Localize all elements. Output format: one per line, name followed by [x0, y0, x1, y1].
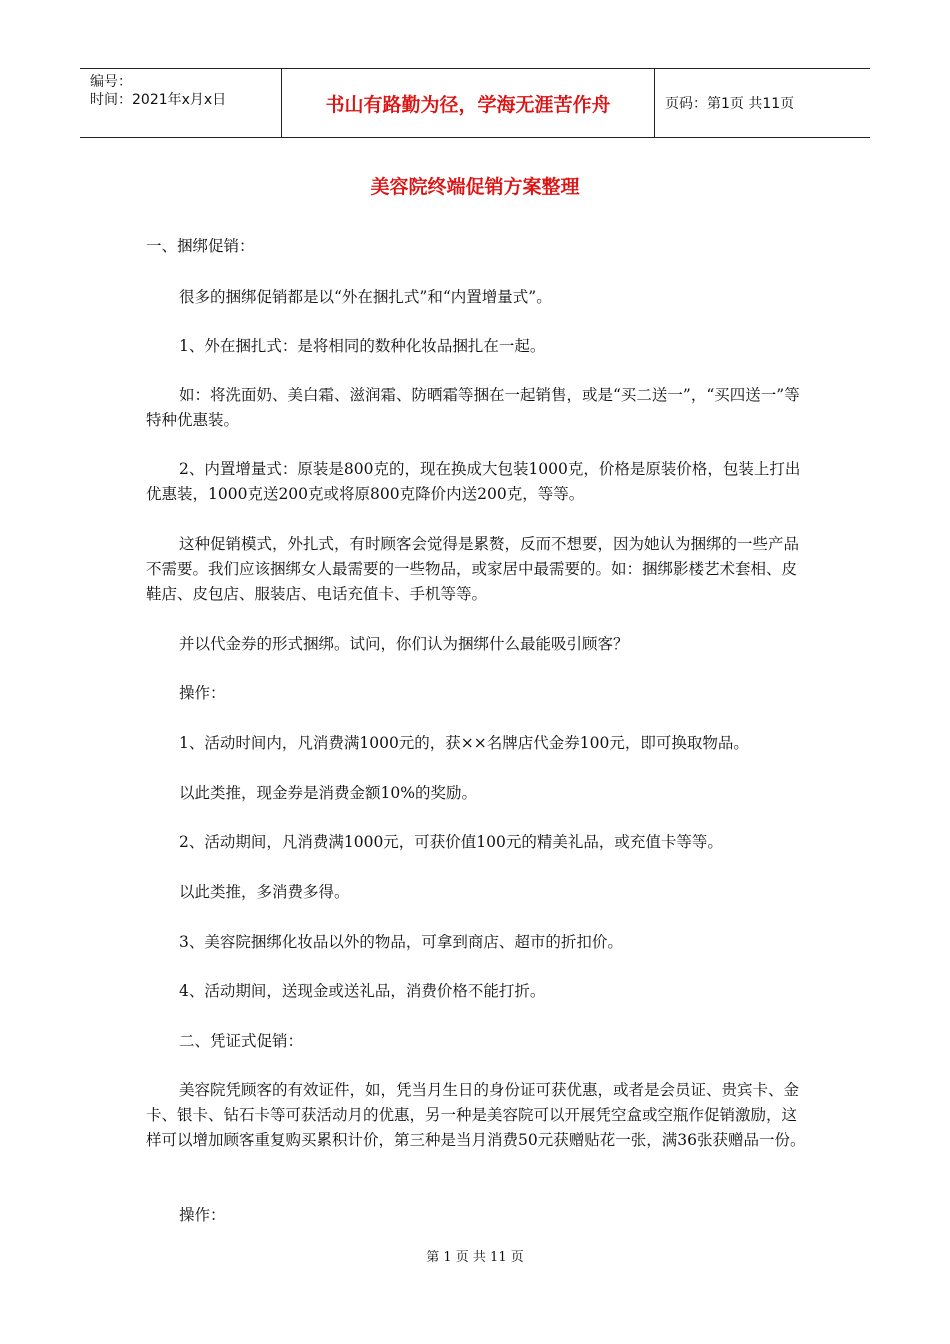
paragraph: 以此类推，现金券是消费金额10%的奖励。	[179, 784, 477, 802]
paragraph: 如：将洗面奶、美白霜、滋润霜、防晒霜等捆在一起销售，或是“买二送一”，“买四送一”等特种优惠装。	[146, 386, 800, 429]
section-heading-voucher: 二、凭证式促销：	[179, 1032, 304, 1050]
paragraph: 1、活动时间内，凡消费满1000元的，获××名牌店代金券100元，即可换取物品。	[179, 734, 749, 752]
header-page-info: 页码：第1页 共11页	[665, 96, 795, 112]
document-title: 美容院终端促销方案整理	[370, 176, 580, 198]
paragraph: 操作：	[179, 684, 226, 702]
paragraph: 2、活动期间，凡消费满1000元，可获价值100元的精美礼品，或充值卡等等。	[179, 833, 723, 851]
paragraph: 2、内置增量式：原装是800克的，现在换成大包装1000克，价格是原装价格，包装上打出优惠装，1000克送200克或将原800克降价内送200克，等等。	[146, 460, 801, 503]
header-time-label: 时间：2021年x月x日	[90, 92, 227, 108]
paragraph: 以此类推，多消费多得。	[179, 883, 350, 901]
header-meta	[80, 69, 282, 137]
paragraph: 这种促销模式，外扎式，有时顾客会觉得是累赘，反而不想要，因为她认为捆绑的一些产品不需要。我们应该捆绑女人最需要的一些物品，或家居中最需要的。如：捆绑影楼艺术套相、皮鞋店、皮包店、服装店、电话充值卡、手机等等。	[146, 535, 800, 603]
paragraph: 并以代金券的形式捆绑。试问，你们认为捆绑什么最能吸引顾客？	[179, 635, 629, 653]
paragraph: 1、外在捆扎式：是将相同的数种化妆品捆扎在一起。	[179, 337, 546, 355]
paragraph: 美容院凭顾客的有效证件，如，凭当月生日的身份证可获优惠，或者是会员证、贵宾卡、金卡、银卡、钻石卡等可获活动月的优惠，另一种是美容院可以开展凭空盒或空瓶作促销激励，这样可以增加顾客重复购买累积计价，第三种是当月消费50元获赠贴花一张，满36张获赠品一份。	[146, 1081, 806, 1149]
page-footer: 第 1 页 共 11 页	[426, 1250, 524, 1265]
document-header	[80, 68, 870, 138]
header-number-label: 编号：	[90, 74, 132, 90]
paragraph: 操作：	[179, 1206, 226, 1224]
paragraph: 很多的捆绑促销都是以“外在捆扎式”和“内置增量式”。	[179, 288, 552, 306]
header-motto: 书山有路勤为径，学海无涯苦作舟	[282, 69, 655, 137]
paragraph: 4、活动期间，送现金或送礼品，消费价格不能打折。	[179, 982, 546, 1000]
paragraph: 3、美容院捆绑化妆品以外的物品，可拿到商店、超市的折扣价。	[179, 933, 623, 951]
section-heading-bundling: 一、捆绑促销：	[146, 237, 255, 255]
